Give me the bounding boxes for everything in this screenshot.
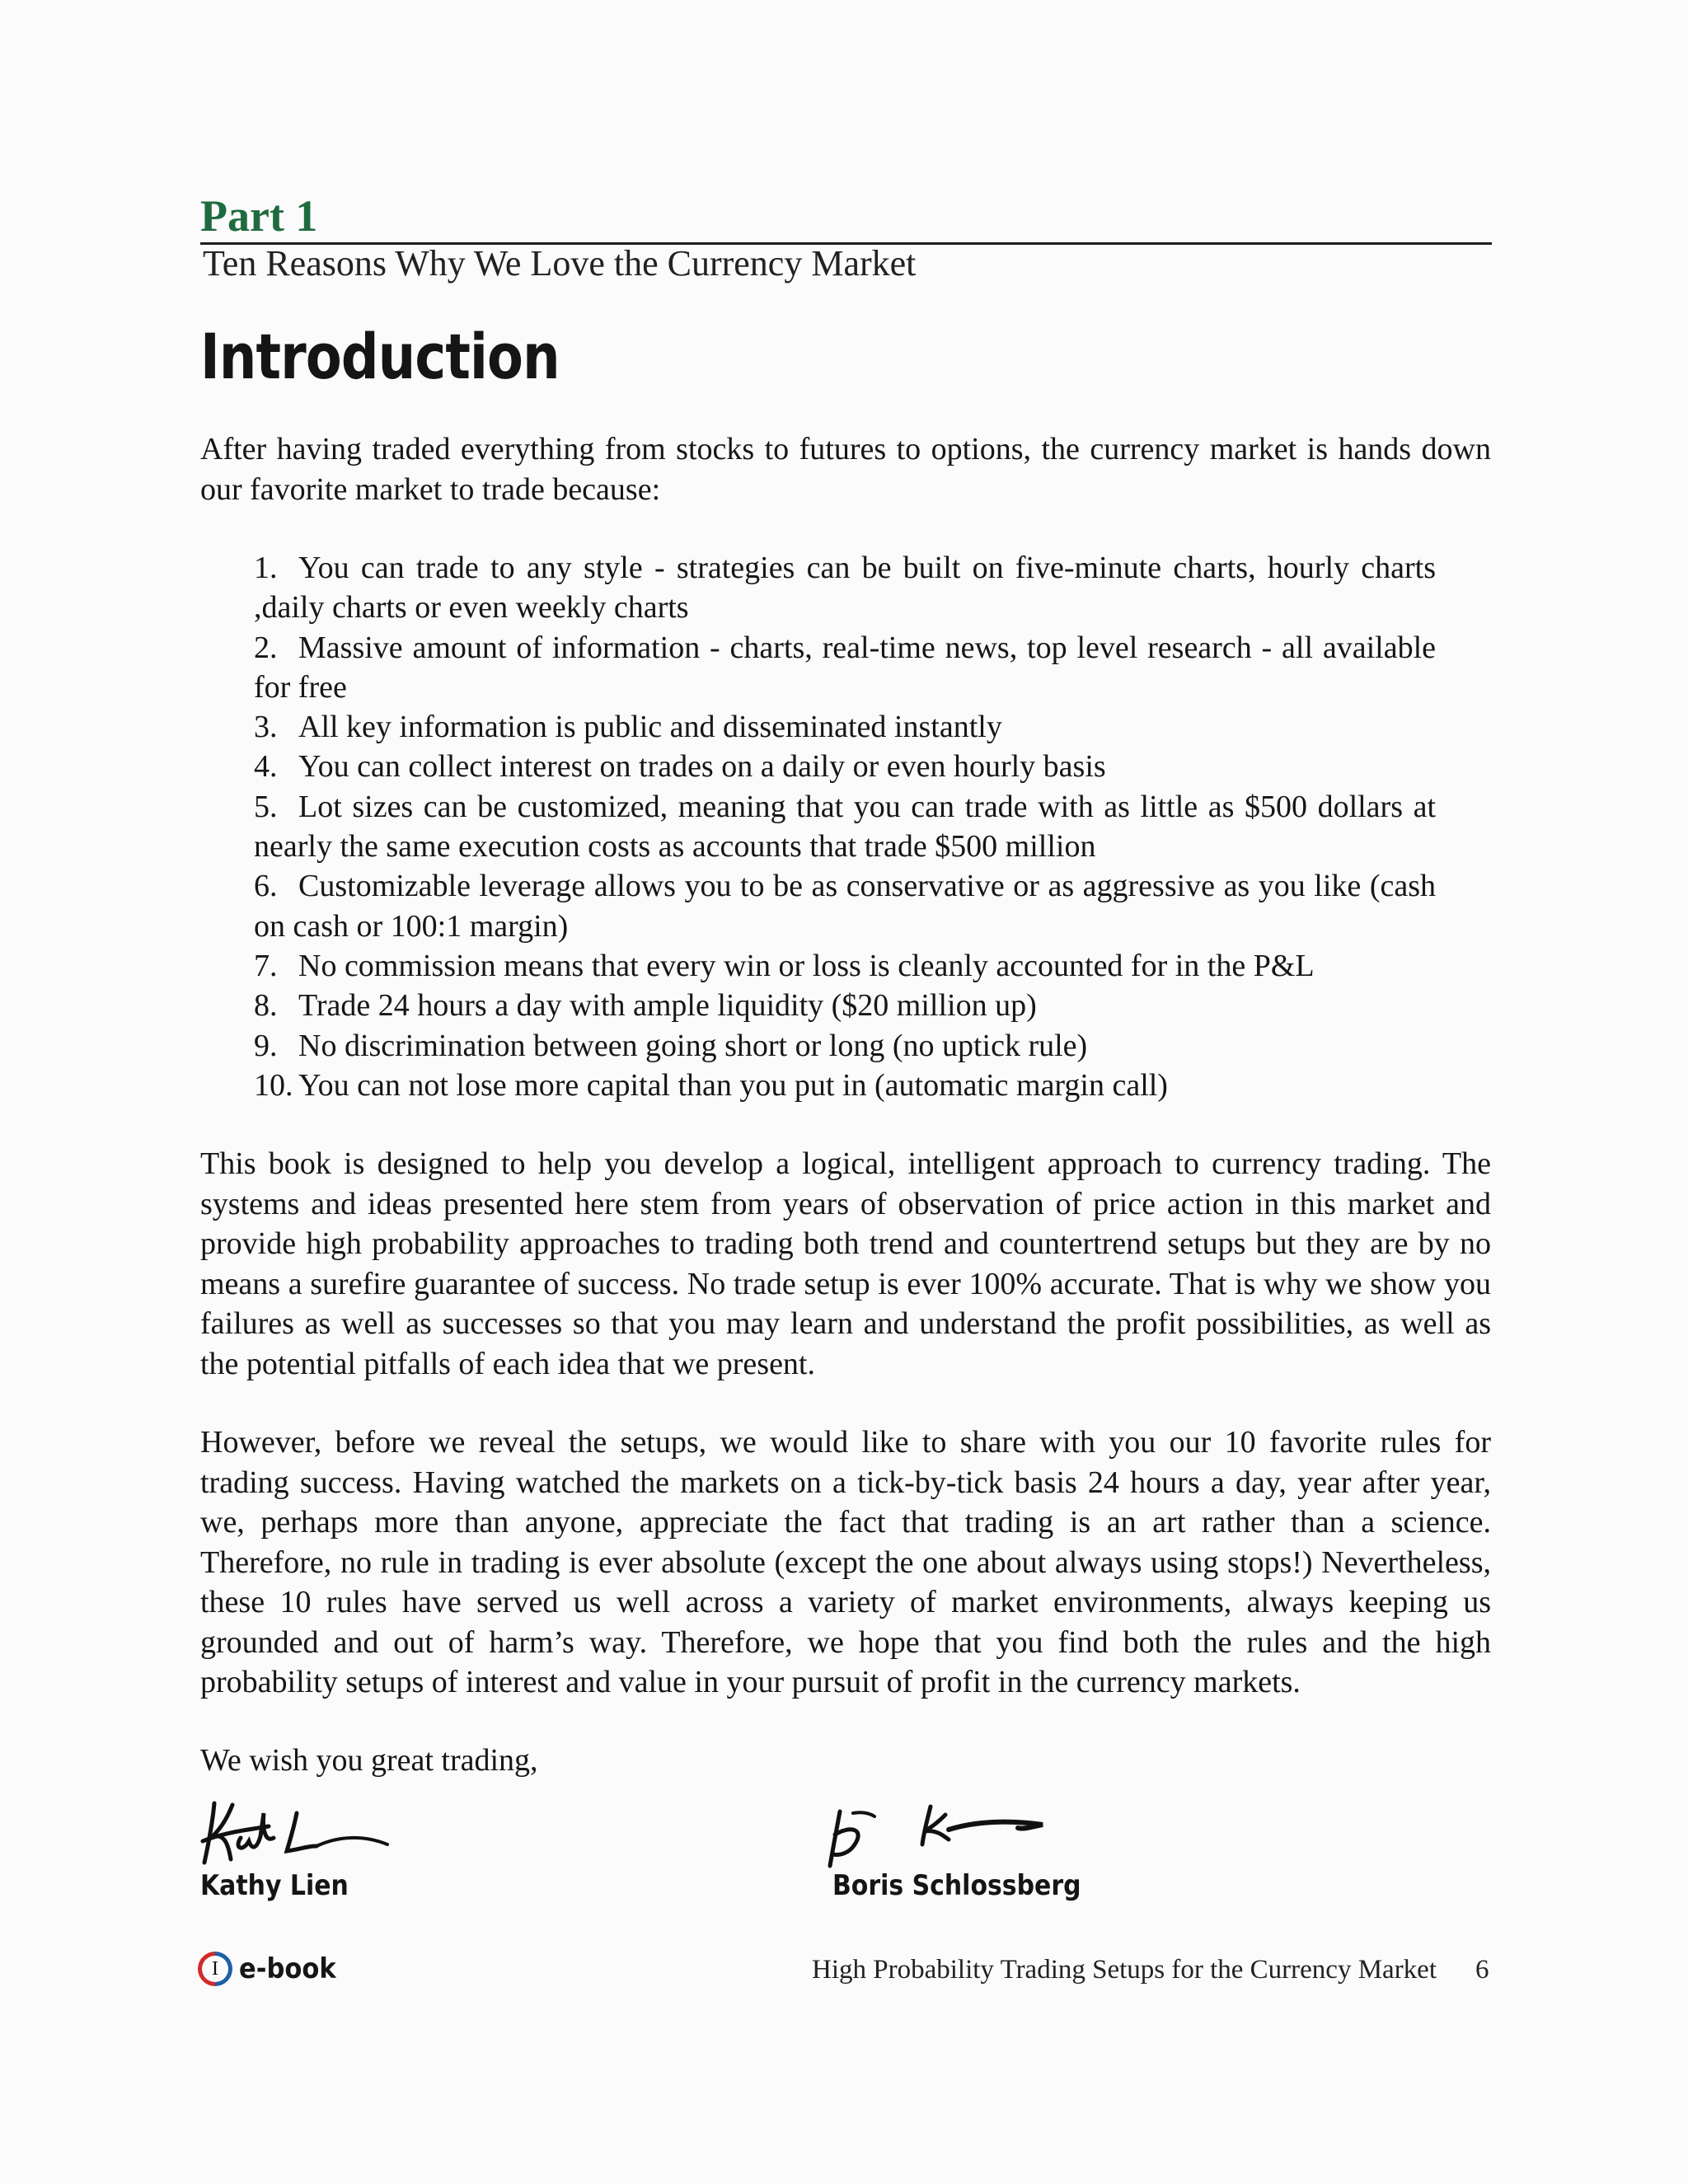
intro-paragraph: After having traded everything from stocks to futures to options, the currency market is hands down our favorite market to trade because: bbox=[200, 432, 1491, 507]
list-item: 7. No commission means that every win or loss is cleanly accounted for in the P&L bbox=[254, 948, 1315, 983]
ebook-logo-text: e-book bbox=[239, 1952, 336, 1985]
list-item: 9. No discrimination between going short or long (no uptick rule) bbox=[254, 1028, 1088, 1063]
list-item: 5. Lot sizes can be customized, meaning that you can trade with as little as $500 dollars at nearly the same execution costs as accounts that trade $500 million bbox=[254, 789, 1436, 865]
page-title: Introduction bbox=[200, 320, 560, 393]
kathy-signature bbox=[198, 1788, 396, 1871]
page-number: 6 bbox=[1475, 1955, 1489, 1985]
list-item: 3. All key information is public and disseminated instantly bbox=[254, 710, 1002, 745]
closing-line: We wish you great trading, bbox=[200, 1743, 538, 1778]
ebook-logo bbox=[198, 1948, 347, 1990]
list-item: 2. Massive amount of information - charts, real-time news, top level research - all available for free bbox=[254, 630, 1436, 705]
author-name-kathy: Kathy Lien bbox=[200, 1869, 349, 1902]
list-item: 10. You can not lose more capital than you put in (automatic margin call) bbox=[254, 1067, 1168, 1103]
list-item: 8. Trade 24 hours a day with ample liquidity ($20 million up) bbox=[254, 988, 1037, 1024]
part-subtitle: Ten Reasons Why We Love the Currency Market bbox=[203, 243, 917, 284]
list-item: 6. Customizable leverage allows you to be as conservative or as aggressive as you like (cash on cash or 100:1 margin) bbox=[254, 869, 1436, 944]
ebook-logo-icon: I bbox=[190, 1944, 239, 1993]
body-paragraph-2: This book is designed to help you develop a logical, intelligent approach to currency trading. The systems and ideas presented here stem from years of observation of price action in this market and provide high probability approaches to trading both trend and countertrend setups but they are by no means a surefire guarantee of success. No trade setup is ever 100% accurate. That is why we show you failures as well as successes so that you may learn and understand the profit possibilities, as well as the potential pitfalls of each idea that we present. bbox=[200, 1146, 1491, 1381]
part-header bbox=[200, 191, 1492, 245]
part-label: Part 1 bbox=[200, 191, 318, 241]
reasons-list bbox=[254, 548, 1436, 1105]
author-name-boris: Boris Schlossberg bbox=[832, 1869, 1081, 1902]
body-paragraph-3: However, before we reveal the setups, we would like to share with you our 10 favorite rules for trading success. Having watched the markets on a tick-by-tick basis 24 hours a day, year after year, we, perhaps more than anyone, appreciate the fact that trading is an art rather than a science. Therefore, no rule in trading is ever absolute (except the one about always using stops!) Nevertheless, these 10 rules have served us well across a variety of market environments, always keeping us grounded and out of harm’s way. Therefore, we hope that you find both the rules and the high probability setups of interest and value in your pursuit of profit in the currency markets. bbox=[200, 1425, 1491, 1699]
footer-book-title: High Probability Trading Setups for the Currency Market bbox=[812, 1955, 1437, 1985]
list-item: 4. You can collect interest on trades on a daily or even hourly basis bbox=[254, 749, 1106, 785]
list-item: 1. You can trade to any style - strategies can be built on five-minute charts, hourly charts ,daily charts or even weekly charts bbox=[254, 551, 1436, 626]
boris-signature bbox=[827, 1797, 1057, 1871]
